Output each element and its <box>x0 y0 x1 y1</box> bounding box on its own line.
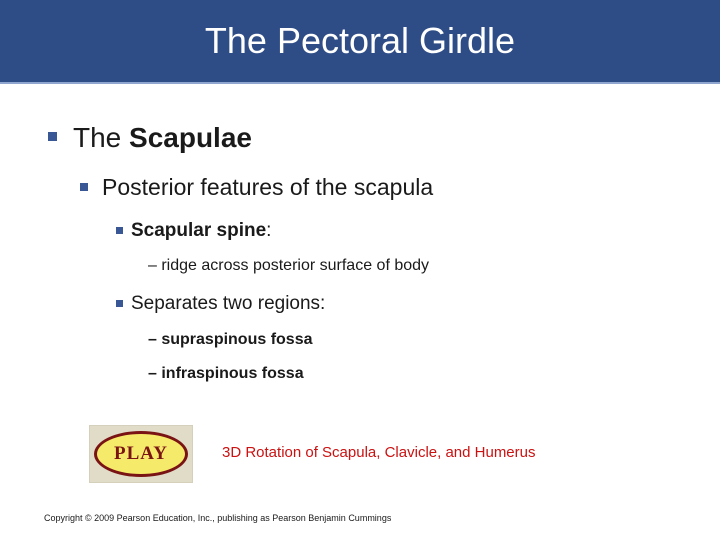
square-bullet-icon <box>80 183 88 191</box>
sub-item-supraspinous: – supraspinous fossa <box>148 331 313 348</box>
square-bullet-icon <box>48 132 57 141</box>
bullet-level1-scapulae <box>48 122 252 154</box>
sub-item-infraspinous: – infraspinous fossa <box>148 365 304 382</box>
sub-item-ridge: – ridge across posterior surface of body <box>148 257 430 274</box>
play-oval-icon <box>94 431 188 477</box>
bullet-bold: Scapular spine <box>131 220 267 241</box>
bullet-prefix: The <box>73 122 130 153</box>
bullet-level3-scapular-spine <box>116 220 271 242</box>
bullet-text: Separates two regions: <box>131 293 326 314</box>
bullet-text: Posterior features of the scapula <box>102 174 434 200</box>
bullet-level3-separates-regions <box>116 293 325 315</box>
copyright-notice: Copyright © 2009 Pearson Education, Inc., publishing as Pearson Benjamin Cummings <box>44 513 392 523</box>
title-bar <box>0 0 720 84</box>
play-label: PLAY <box>114 443 168 464</box>
slide-title: The Pectoral Girdle <box>204 20 516 61</box>
play-button[interactable] <box>89 425 193 483</box>
bullet-bold: Scapulae <box>129 122 252 153</box>
square-bullet-icon <box>116 227 123 234</box>
bullet-suffix: : <box>266 220 272 241</box>
square-bullet-icon <box>116 300 123 307</box>
animation-link[interactable]: 3D Rotation of Scapula, Clavicle, and Humerus <box>222 444 536 461</box>
bullet-level2-posterior-features <box>80 174 433 201</box>
